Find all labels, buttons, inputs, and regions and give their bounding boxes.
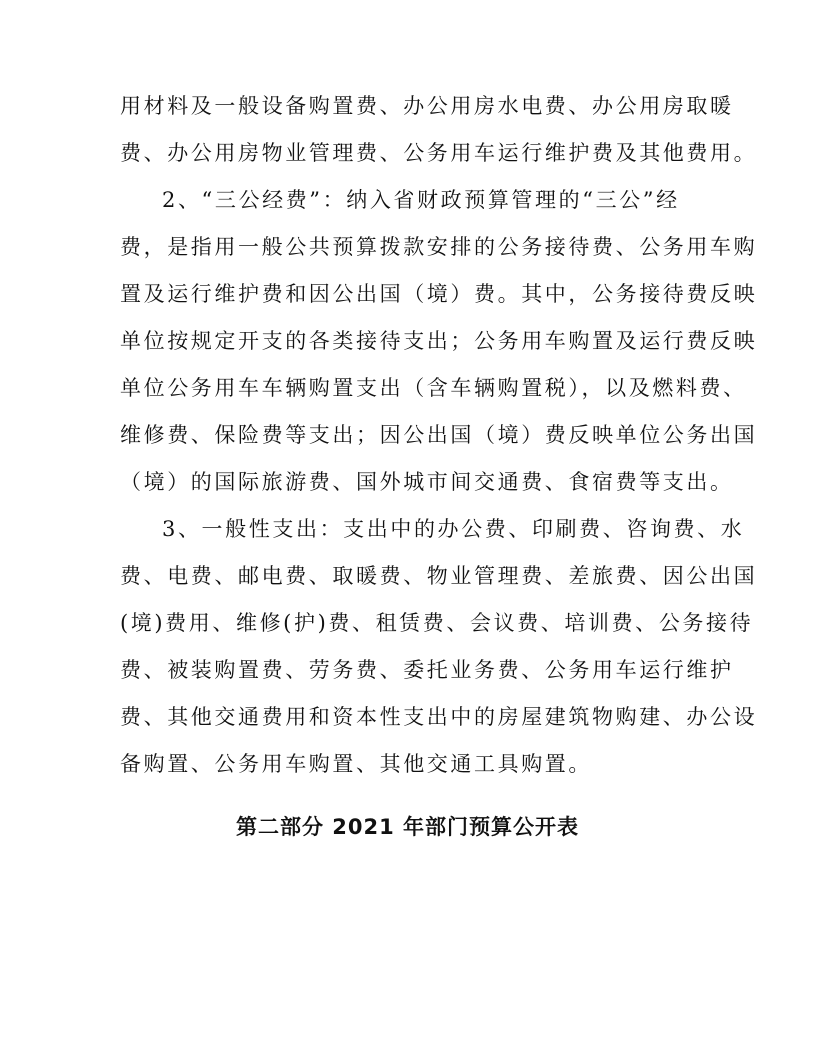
- body-line-6: 单位按规定开支的各类接待支出；公务用车购置及运行费反映: [120, 329, 758, 353]
- body-line-11: 费、电费、邮电费、取暖费、物业管理费、差旅费、因公出国: [120, 564, 758, 588]
- body-line-4: 费，是指用一般公共预算拨款安排的公务接待费、公务用车购: [120, 235, 758, 259]
- body-line-1: 用材料及一般设备购置费、办公用房水电费、办公用房取暖: [120, 94, 734, 118]
- body-line-15: 备购置、公务用车购置、其他交通工具购置。: [120, 752, 592, 776]
- body-line-2: 费、办公用房物业管理费、公务用车运行维护费及其他费用。: [120, 141, 758, 165]
- body-line-10: 3、一般性支出：支出中的办公费、印刷费、咨询费、水: [162, 517, 745, 541]
- body-line-5: 置及运行维护费和因公出国（境）费。其中，公务接待费反映: [120, 282, 758, 306]
- body-line-13: 费、被装购置费、劳务费、委托业务费、公务用车运行维护: [120, 658, 734, 682]
- body-line-14: 费、其他交通费用和资本性支出中的房屋建筑物购建、办公设: [120, 705, 758, 729]
- body-line-9: （境）的国际旅游费、国外城市间交通费、食宿费等支出。: [120, 470, 734, 494]
- section-heading: 第二部分 2021 年部门预算公开表: [235, 815, 580, 839]
- body-line-3: 2、“三公经费”：纳入省财政预算管理的“三公”经: [162, 188, 680, 212]
- body-line-8: 维修费、保险费等支出；因公出国（境）费反映单位公务出国: [120, 423, 758, 447]
- body-line-12: (境)费用、维修(护)费、租赁费、会议费、培训费、公务接待: [120, 611, 754, 635]
- body-line-7: 单位公务用车车辆购置支出（含车辆购置税），以及燃料费、: [120, 376, 747, 400]
